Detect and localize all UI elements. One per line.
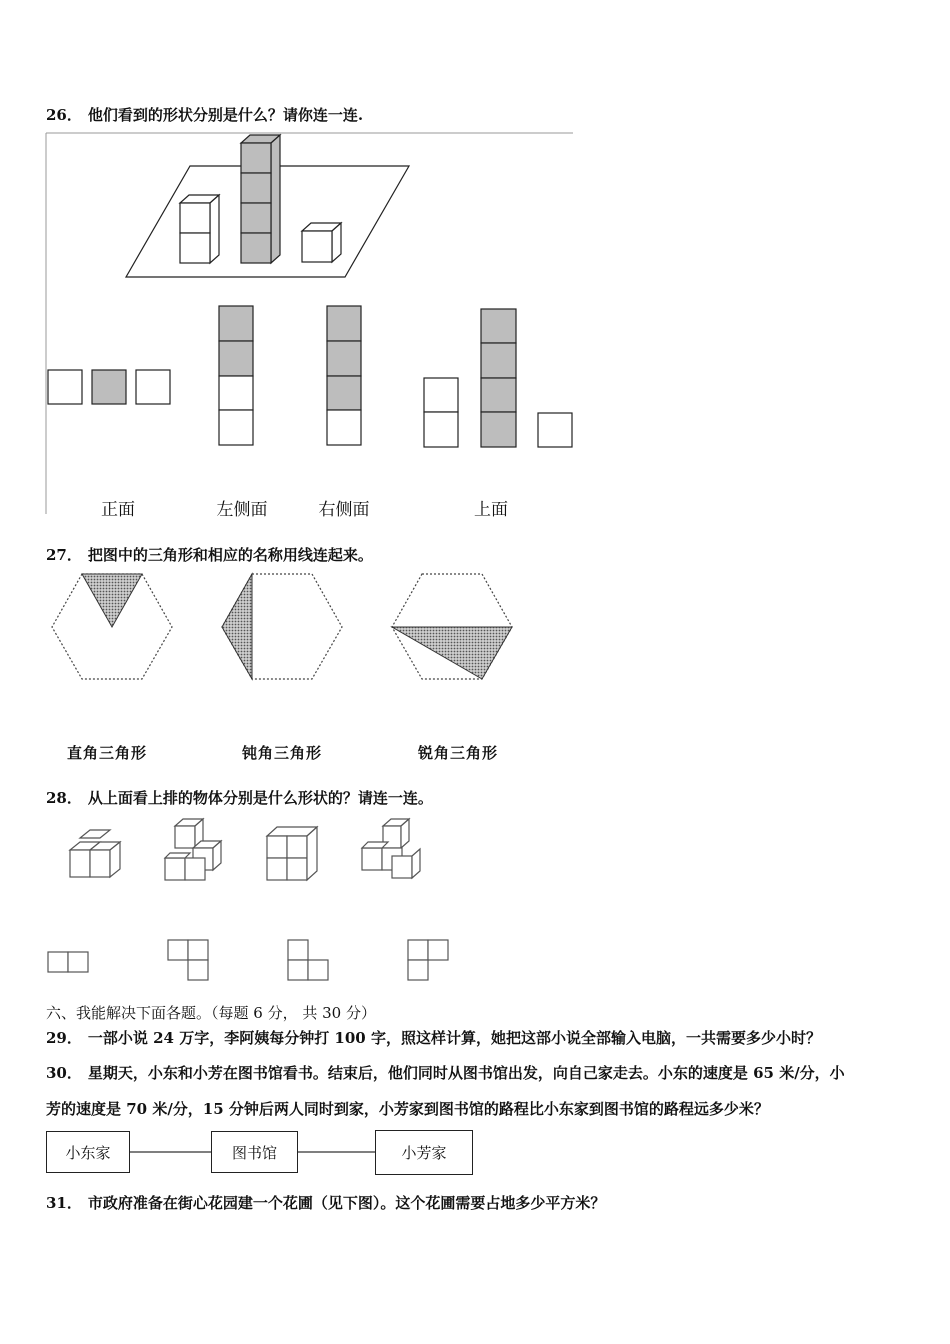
q31-title xyxy=(46,1192,605,1213)
object-3 xyxy=(267,827,317,880)
triangle-2 xyxy=(222,574,252,679)
view-option-3 xyxy=(327,306,361,445)
q28-text: 从上面看上排的物体分别是什么形状的？请连一连。 xyxy=(87,789,433,807)
object-1 xyxy=(70,830,120,877)
q27-number: 27． xyxy=(46,546,82,564)
box-xiaofang-home: 小芳家 xyxy=(375,1130,473,1175)
q31-text: 市政府准备在街心花园建一个花圃（见下图）。这个花圃需要占地多少平方米？ xyxy=(87,1194,606,1212)
cube-stack-left xyxy=(180,195,219,263)
q28-title xyxy=(46,787,433,808)
view-option-4 xyxy=(424,309,572,447)
view-option-1 xyxy=(48,370,170,404)
q27-figure xyxy=(0,560,950,690)
section6-heading: 六、我能解决下面各题。（每题 6 分， 共 30 分） xyxy=(46,1004,376,1022)
label-right-triangle: 直角三角形 xyxy=(67,744,148,762)
q29-title xyxy=(46,1027,821,1048)
box-xiaodong-home: 小东家 xyxy=(46,1131,130,1173)
label-acute-triangle: 锐角三角形 xyxy=(418,744,499,762)
label-top: 上面 xyxy=(474,500,508,520)
hexagon-2 xyxy=(222,574,342,679)
cube-stack-right xyxy=(302,223,341,262)
top-view-3 xyxy=(288,940,328,980)
q30-line1 xyxy=(46,1062,845,1083)
q30-connectors xyxy=(0,1140,950,1180)
q29-number: 29． xyxy=(46,1029,82,1047)
q30-text-line2: 芳的速度是 70 米/分，15 分钟后两人同时到家，小芳家到图书馆的路程比小东家到图书馆的路程远多少米？ xyxy=(46,1100,769,1118)
q28-number: 28． xyxy=(46,789,82,807)
q27-text: 把图中的三角形和相应的名称用线连起来。 xyxy=(87,546,373,564)
hexagon-1 xyxy=(52,574,172,679)
q30-text-line1: 星期天，小东和小芳在图书馆看书。结束后，他们同时从图书馆出发，向自己家走去。小东的速度是 65 米/分，小 xyxy=(87,1064,845,1082)
q30-number: 30． xyxy=(46,1064,82,1082)
q31-number: 31． xyxy=(46,1194,82,1212)
view-option-2 xyxy=(219,306,253,445)
cube-stack-middle xyxy=(241,135,280,263)
top-view-4 xyxy=(408,940,448,980)
object-4 xyxy=(362,819,420,878)
label-left-side: 左侧面 xyxy=(216,500,268,520)
q26-number: 26． xyxy=(46,106,82,124)
q28-figure xyxy=(0,810,950,990)
box-library: 图书馆 xyxy=(211,1131,298,1173)
top-view-2 xyxy=(168,940,208,980)
label-obtuse-triangle: 钝角三角形 xyxy=(242,744,323,762)
hexagon-3 xyxy=(392,574,512,679)
object-2 xyxy=(165,819,221,880)
q26-text: 他们看到的形状分别是什么？请你连一连. xyxy=(87,106,364,124)
top-view-1 xyxy=(48,952,88,972)
q26-figure xyxy=(0,0,950,530)
label-front: 正面 xyxy=(101,500,135,520)
label-right-side: 右侧面 xyxy=(318,500,370,520)
q29-text: 一部小说 24 万字，李阿姨每分钟打 100 字，照这样计算，她把这部小说全部输入电脑，一共需要多少小时？ xyxy=(87,1029,821,1047)
